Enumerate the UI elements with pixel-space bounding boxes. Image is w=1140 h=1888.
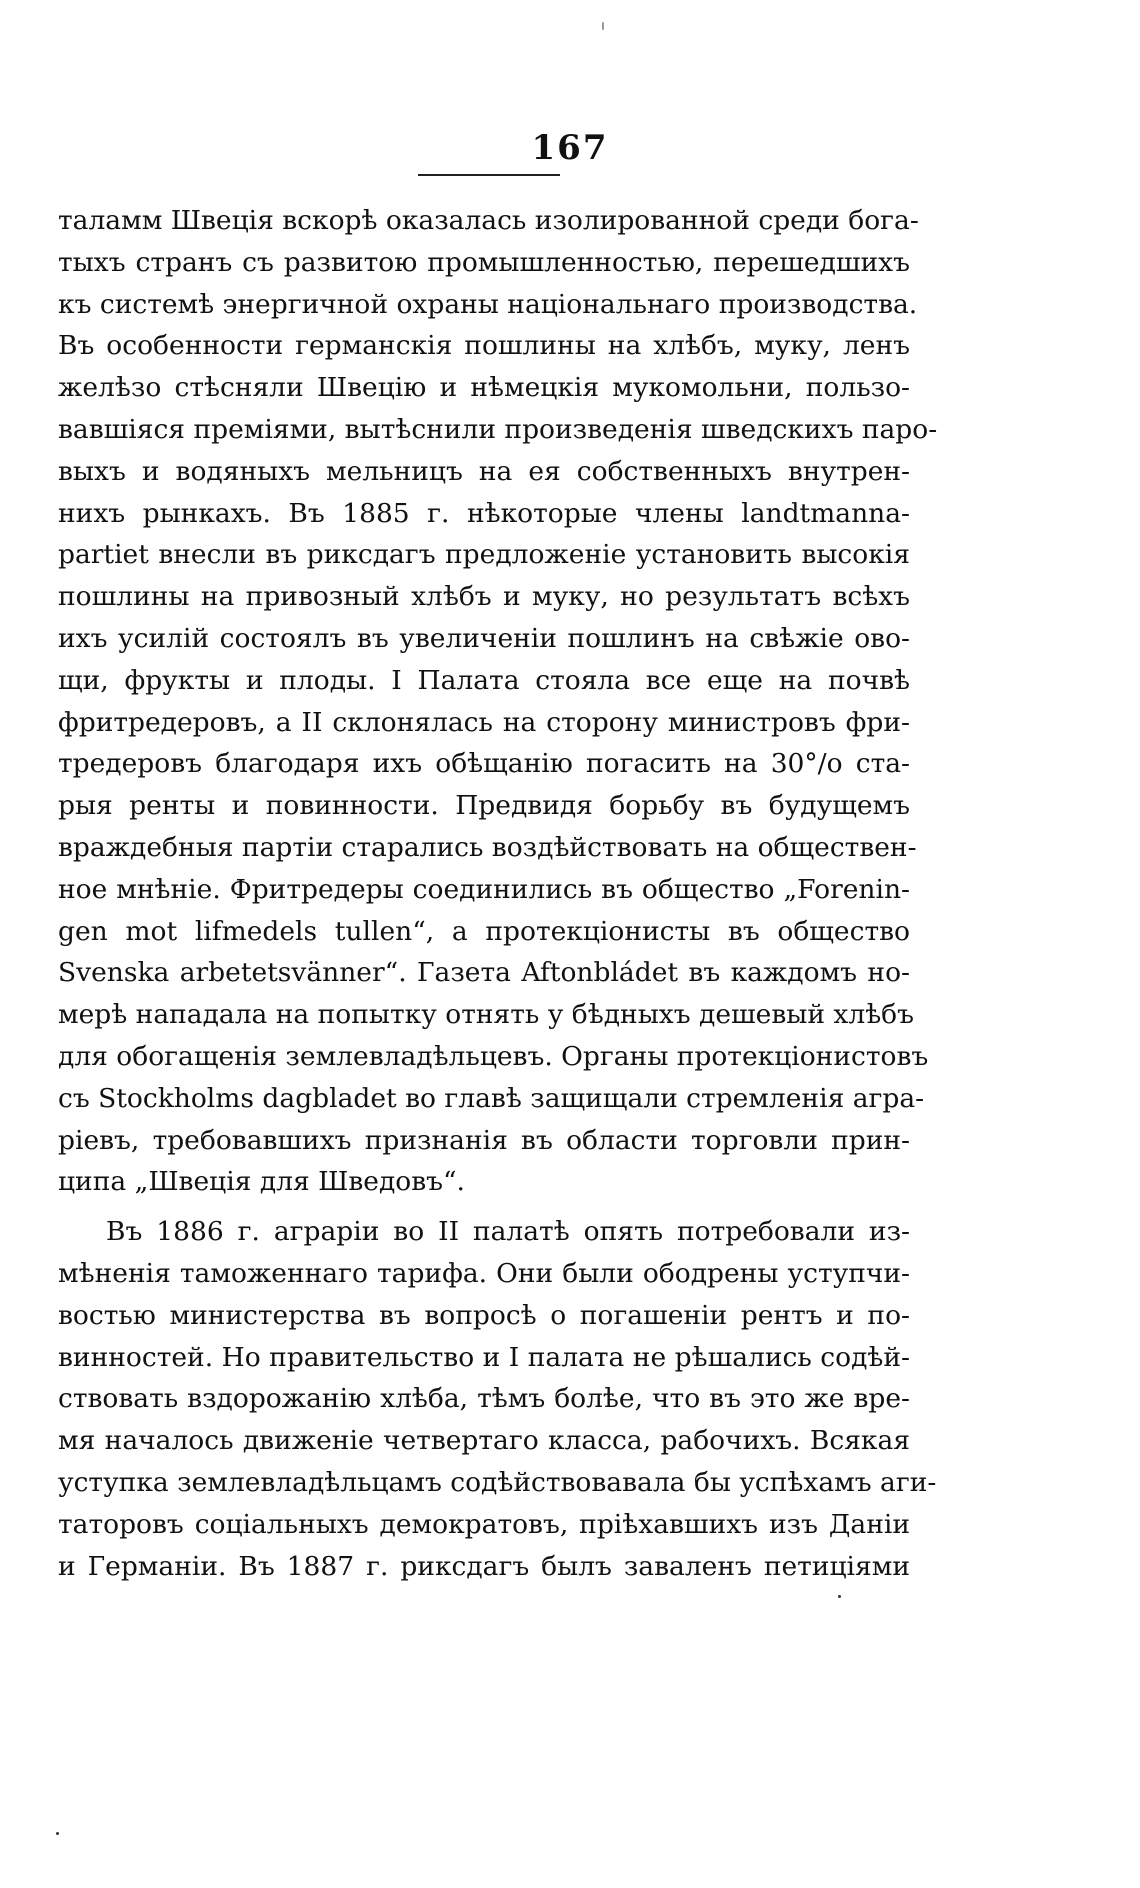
- body-text: [58, 200, 938, 1587]
- text-line: съ Stockholms dagbladet во главѣ защищали стремленiя агра-: [58, 1082, 925, 1114]
- scan-speck: [602, 22, 604, 30]
- text-line: уступка землевладѣльцамъ содѣйствовавала бы успѣхамъ аги-: [58, 1466, 937, 1498]
- text-line: Svenska arbetetsvänner“. Газета Aftonbládet въ каждомъ но-: [58, 957, 910, 989]
- text-line: ное мнѣнiе. Фритредеры соединились въ общество „Forenin-: [58, 873, 910, 905]
- page-number: 167: [531, 128, 609, 168]
- text-line: выхъ и водяныхъ мельницъ на ея собственныхъ внутрен-: [58, 455, 910, 487]
- paragraph-gap: [58, 1203, 910, 1211]
- page-number-rule: [418, 174, 560, 176]
- text-line: partiet внесли въ риксдагъ предложенiе установить высокiя: [58, 539, 910, 571]
- text-line: gen mot lifmedels tullen“, а протекцiонисты въ общество: [58, 915, 910, 947]
- text-line: нихъ рынкахъ. Въ 1885 г. нѣкоторые члены landtmanna-: [58, 497, 910, 529]
- text-line: ципа „Швецiя для Шведовъ“.: [58, 1166, 465, 1198]
- text-line: тредеровъ благодаря ихъ обѣщанiю погасить на 30°/о ста-: [58, 748, 910, 780]
- text-line: тыхъ странъ съ развитою промышленностью, перешедшихъ: [58, 246, 910, 278]
- text-line: таторовъ соцiальныхъ демократовъ, прiѣхавшихъ изъ Данiи: [58, 1508, 910, 1540]
- paragraph-2: [58, 1211, 937, 1587]
- text-line: для обогащенiя землевладѣльцевъ. Органы протекцiонистовъ: [58, 1040, 929, 1072]
- text-line: пошлины на привозный хлѣбъ и муку, но результатъ всѣхъ: [58, 581, 910, 613]
- text-line: враждебныя партiи старались воздѣйствовать на обществен-: [58, 831, 917, 863]
- text-line: таламм Швецiя вскорѣ оказалась изолированной среди бога-: [58, 205, 919, 236]
- paragraph-1: [58, 200, 938, 1203]
- text-line: ихъ усилiй состоялъ въ увеличенiи пошлинъ на свѣжiе ово-: [58, 622, 910, 654]
- text-line: Въ особенности германскiя пошлины на хлѣбъ, муку, ленъ: [58, 330, 910, 362]
- text-line: мѣненiя таможеннаго тарифа. Они были ободрены уступчи-: [58, 1257, 910, 1289]
- text-line: рыя ренты и повинности. Предвидя борьбу въ будущемъ: [58, 790, 910, 822]
- text-line: Въ 1886 г. аграрiи во II палатѣ опять потребовали из-: [106, 1216, 910, 1248]
- text-line: востью министерства въ вопросѣ о погашенiи рентъ и по-: [58, 1299, 910, 1331]
- text-line: щи, фрукты и плоды. I Палата стояла все еще на почвѣ: [58, 664, 910, 696]
- text-line: и Германiи. Въ 1887 г. риксдагъ былъ заваленъ петицiями: [58, 1550, 910, 1582]
- text-line: мя началось движенiе четвертаго класса, рабочихъ. Всякая: [58, 1425, 910, 1457]
- text-line: къ системѣ энергичной охраны нацiональнаго производства.: [58, 288, 918, 320]
- scan-speck: [838, 1595, 841, 1598]
- text-line: вавшiяся премiями, вытѣснили произведенiя шведскихъ паро-: [58, 413, 938, 445]
- text-line: винностей. Но правительство и I палата не рѣшались содѣй-: [58, 1341, 910, 1373]
- scan-speck: [56, 1832, 59, 1835]
- text-line: фритредеровъ, а II склонялась на сторону министровъ фри-: [58, 706, 910, 738]
- text-line: мерѣ нападала на попытку отнять у бѣдныхъ дешевый хлѣбъ: [58, 999, 914, 1031]
- text-line: рiевъ, требовавшихъ признанiя въ области торговли прин-: [58, 1124, 910, 1156]
- text-line: желѣзо стѣсняли Швецiю и нѣмецкiя мукомольни, пользо-: [58, 372, 910, 404]
- text-line: ствовать вздорожанiю хлѣба, тѣмъ болѣе, что въ это же вре-: [58, 1383, 910, 1415]
